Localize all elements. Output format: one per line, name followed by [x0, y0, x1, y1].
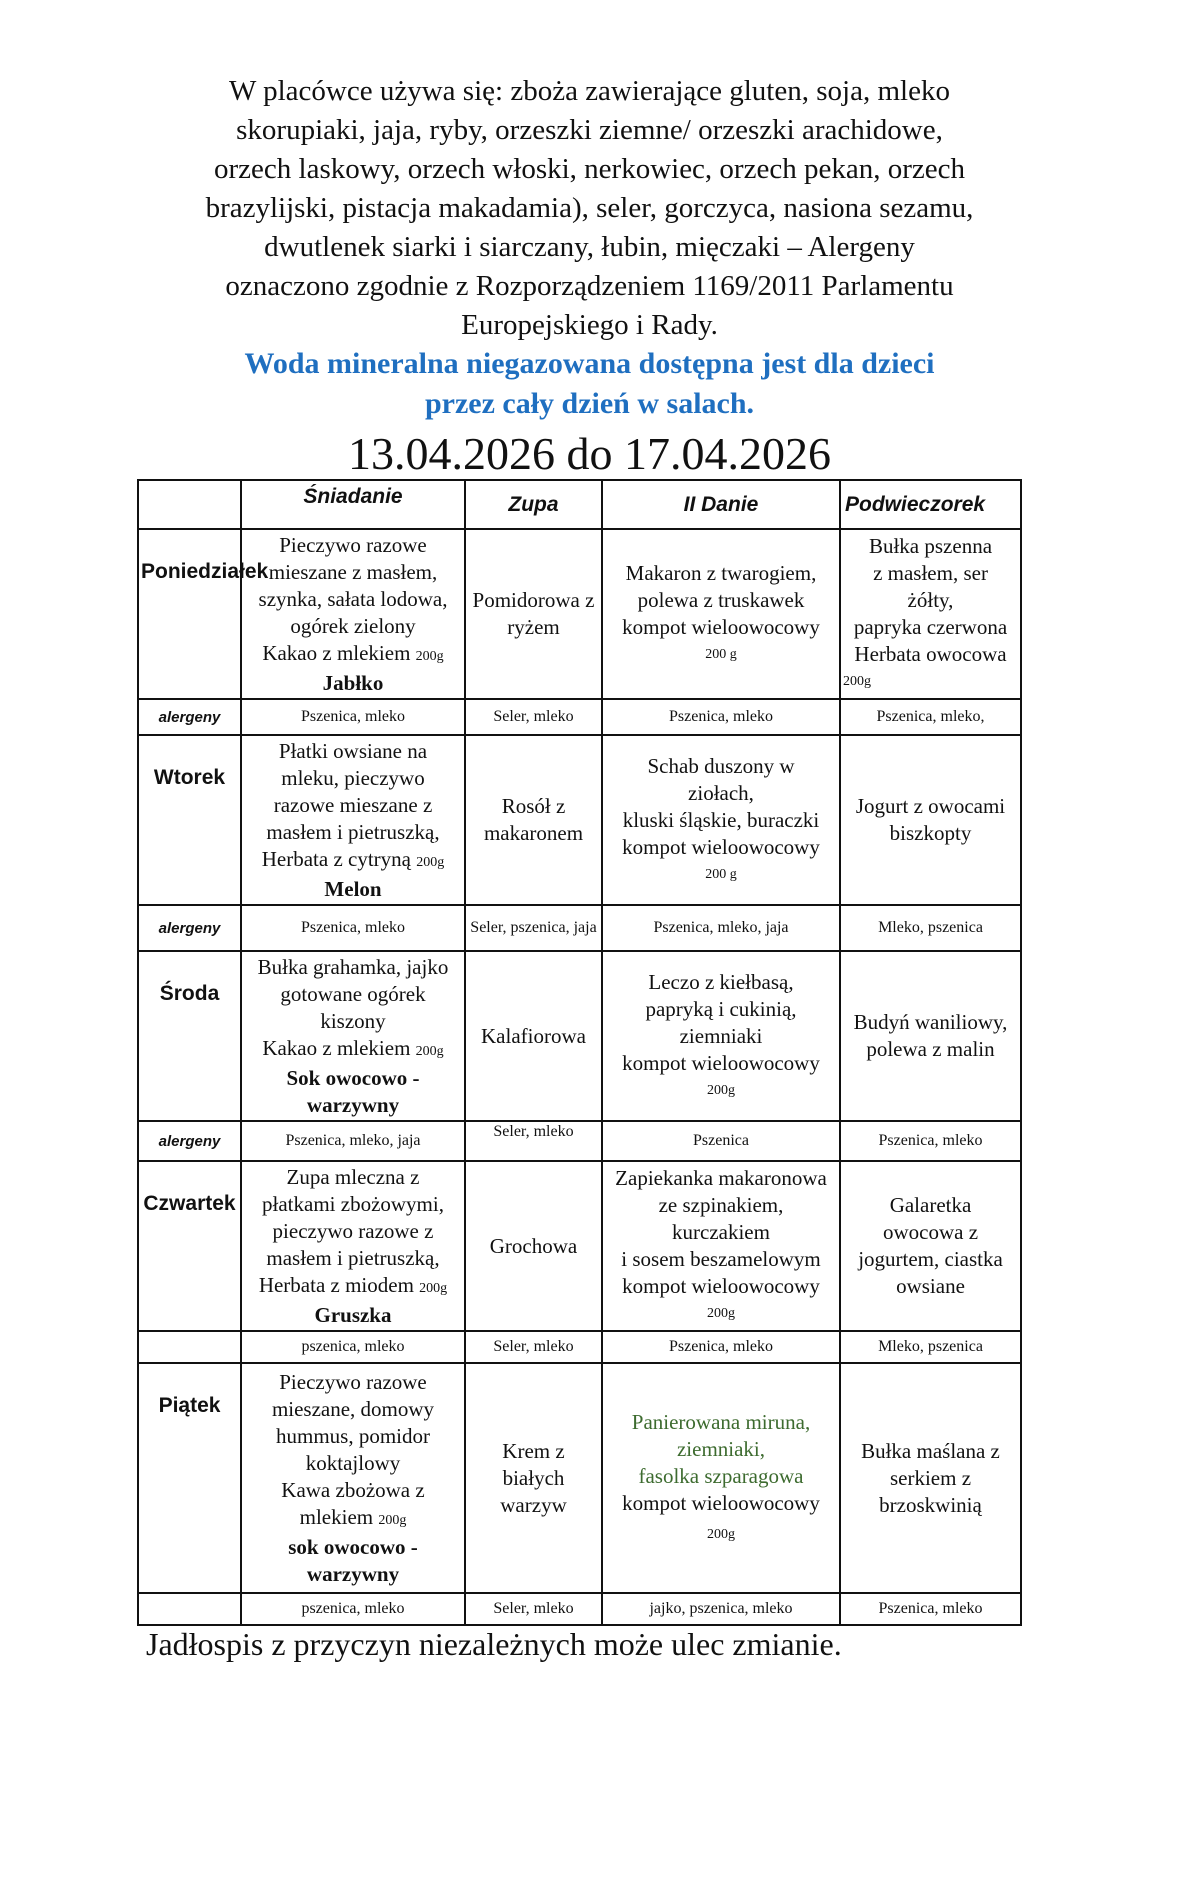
snack-line: jogurtem, ciastka — [858, 1247, 1003, 1271]
breakfast-drink-qty: 200g — [419, 1280, 448, 1296]
intro-line: brazylijski, pistacja makadamia), seler, gorczyca, nasiona sezamu, — [205, 192, 974, 224]
allergen-snack: Mleko, pszenica — [840, 1331, 1021, 1363]
breakfast-line: Pieczywo razowe — [279, 1369, 427, 1394]
main-line: ziemniaki — [679, 1023, 763, 1048]
breakfast-drink-qty: 200g — [378, 1512, 407, 1528]
breakfast-drink: Kakao z mlekiem — [262, 640, 411, 665]
breakfast-line: Kawa zbożowa z — [281, 1477, 425, 1502]
allergen-breakfast: Pszenica, mleko, jaja — [241, 1121, 465, 1161]
allergen-main: Pszenica, mleko — [602, 699, 840, 735]
allergen-soup: Seler, mleko — [465, 699, 602, 735]
breakfast-fruit: Gruszka — [314, 1302, 392, 1327]
header-soup: Zupa — [465, 480, 602, 529]
note-line: przez cały dzień w salach. — [424, 387, 755, 420]
breakfast-line: Płatki owsiane na — [278, 738, 428, 763]
main-line: kluski śląskie, buraczki — [622, 807, 820, 832]
allergen-row — [138, 905, 1021, 951]
day-name: Środa — [138, 951, 241, 1121]
header-breakfast: Śniadanie — [241, 480, 465, 529]
snack-line: owocowa z — [882, 1220, 979, 1244]
breakfast-drink-line — [244, 1272, 462, 1302]
snack-line: Budyń waniliowy, — [853, 1010, 1008, 1034]
allergen-soup: Seler, mleko — [465, 1121, 602, 1161]
soup-line: warzyw — [500, 1492, 567, 1517]
breakfast-line: Zupa mleczna z — [286, 1164, 420, 1189]
main-cell — [602, 951, 840, 1121]
breakfast-line: pieczywo razowe z — [272, 1218, 434, 1243]
breakfast-fruit: sok owocowo - — [288, 1534, 418, 1559]
snack-line: Bułka maślana z — [861, 1438, 1000, 1463]
day-name: Piątek — [138, 1363, 241, 1593]
main-line: polewa z truskawek — [637, 588, 805, 612]
allergen-main: jajko, pszenica, mleko — [602, 1593, 840, 1625]
breakfast-line: gotowane ogórek — [280, 981, 426, 1006]
main-line: i sosem beszamelowym — [621, 1247, 821, 1271]
soup-cell — [465, 1161, 602, 1331]
main-line-green: ziemniaki, — [676, 1436, 766, 1461]
main-line: ze szpinakiem, — [658, 1193, 784, 1217]
breakfast-line: hummus, pomidor — [275, 1423, 430, 1448]
allergen-snack: Pszenica, mleko, — [840, 699, 1021, 735]
snack-line: Galaretka — [889, 1193, 972, 1217]
snack-line: Bułka pszenna — [868, 534, 993, 558]
breakfast-cell — [241, 529, 465, 699]
allergen-main: Pszenica, mleko, jaja — [602, 905, 840, 951]
main-line: kurczakiem — [672, 1220, 770, 1244]
allergen-breakfast: pszenica, mleko — [241, 1593, 465, 1625]
breakfast-drink-line — [244, 846, 462, 876]
breakfast-fruit: warzywny — [306, 1092, 400, 1117]
note-line: Woda mineralna niegazowana dostępna jest dla dzieci — [244, 347, 935, 380]
allergen-intro — [130, 72, 1049, 345]
breakfast-line: mieszane z masłem, — [268, 559, 438, 584]
intro-line: skorupiaki, jaja, ryby, orzeszki ziemne/ orzeszki arachidowe, — [236, 114, 943, 146]
breakfast-line: szynka, sałata lodowa, — [258, 586, 448, 611]
water-note — [130, 344, 1049, 424]
allergen-main: Pszenica — [602, 1121, 840, 1161]
soup-line: białych — [502, 1465, 565, 1490]
breakfast-line: Pieczywo razowe — [279, 532, 427, 557]
snack-line: owsiane — [896, 1274, 965, 1298]
menu-table — [137, 479, 1022, 1626]
snack-cell — [840, 529, 1021, 699]
snack-line: z masłem, ser — [873, 561, 988, 585]
main-cell — [602, 529, 840, 699]
main-line: kompot wieloowocowy — [622, 1490, 820, 1515]
soup-cell — [465, 735, 602, 905]
allergen-row — [138, 699, 1021, 735]
header-main: II Danie — [602, 480, 840, 529]
main-line: papryką i cukinią, — [645, 996, 797, 1021]
breakfast-fruit: Sok owocowo - — [286, 1065, 420, 1090]
day-row — [138, 951, 1021, 1121]
day-row — [138, 1161, 1021, 1331]
breakfast-line: ogórek zielony — [290, 613, 416, 638]
allergen-row — [138, 1331, 1021, 1363]
soup-line: makaronem — [483, 821, 584, 845]
allergen-soup: Seler, mleko — [465, 1593, 602, 1625]
snack-line: polewa z malin — [866, 1037, 995, 1061]
snack-line: żółty, — [907, 588, 954, 612]
main-line: Leczo z kiełbasą, — [648, 969, 794, 994]
snack-cell — [840, 1363, 1021, 1593]
day-row — [138, 529, 1021, 699]
breakfast-drink: Herbata z miodem — [258, 1272, 414, 1297]
snack-cell — [840, 1161, 1021, 1331]
allergen-snack: Mleko, pszenica — [840, 905, 1021, 951]
breakfast-line: masłem i pietruszką, — [266, 819, 440, 844]
footer-note: Jadłospis z przyczyn niezależnych może ulec zmianie. — [146, 1626, 842, 1662]
intro-line: dwutlenek siarki i siarczany, łubin, mięczaki – Alergeny — [264, 231, 915, 263]
soup-line: Grochowa — [489, 1233, 578, 1258]
main-qty: 200 g — [705, 866, 737, 882]
day-name: Czwartek — [138, 1161, 241, 1331]
breakfast-drink-qty: 200g — [416, 854, 445, 870]
breakfast-drink: Herbata z cytryną — [261, 846, 411, 871]
soup-cell — [465, 951, 602, 1121]
breakfast-fruit: Jabłko — [322, 670, 384, 695]
allergen-soup: Seler, pszenica, jaja — [465, 905, 602, 951]
intro-line: Europejskiego i Rady. — [461, 309, 718, 341]
header-snack: Podwieczorek — [840, 480, 1021, 529]
breakfast-drink-line — [244, 1504, 462, 1534]
day-name: Wtorek — [138, 735, 241, 905]
soup-line: Kalafiorowa — [481, 1023, 586, 1048]
allergen-label: alergeny — [138, 1121, 241, 1161]
allergen-label — [138, 1331, 241, 1363]
main-cell — [602, 735, 840, 905]
main-line: kompot wieloowocowy — [622, 834, 820, 859]
day-name: Poniedziałek — [138, 529, 241, 699]
breakfast-drink: Kakao z mlekiem — [262, 1035, 411, 1060]
breakfast-fruit: warzywny — [306, 1561, 400, 1586]
snack-qty: 200g — [843, 674, 871, 689]
snack-cell — [840, 951, 1021, 1121]
soup-line: Rosół z — [501, 794, 566, 818]
allergen-snack: Pszenica, mleko — [840, 1593, 1021, 1625]
allergen-main: Pszenica, mleko — [602, 1331, 840, 1363]
main-cell — [602, 1363, 840, 1593]
allergen-breakfast: pszenica, mleko — [241, 1331, 465, 1363]
allergen-row — [138, 1593, 1021, 1625]
main-line: Zapiekanka makaronowa — [615, 1166, 827, 1190]
allergen-snack: Pszenica, mleko — [840, 1121, 1021, 1161]
main-qty: 200g — [707, 1306, 735, 1321]
allergen-label — [138, 1593, 241, 1625]
day-row — [138, 1363, 1021, 1593]
breakfast-cell — [241, 735, 465, 905]
breakfast-drink-line — [244, 1035, 462, 1065]
main-line: kompot wieloowocowy — [622, 615, 820, 639]
soup-cell — [465, 529, 602, 699]
breakfast-drink-line — [244, 640, 462, 670]
day-row — [138, 735, 1021, 905]
breakfast-line: kiszony — [320, 1008, 386, 1033]
breakfast-line: mieszane, domowy — [271, 1396, 435, 1421]
header-day — [138, 480, 241, 529]
soup-line: Krem z — [502, 1438, 565, 1463]
breakfast-drink-qty: 200g — [415, 1043, 444, 1059]
soup-cell — [465, 1363, 602, 1593]
snack-line: biszkopty — [889, 821, 972, 845]
breakfast-cell — [241, 951, 465, 1121]
intro-line: orzech laskowy, orzech włoski, nerkowiec, orzech pekan, orzech — [214, 153, 965, 185]
breakfast-cell — [241, 1363, 465, 1593]
main-line-green: Panierowana miruna, — [631, 1409, 811, 1434]
breakfast-cell — [241, 1161, 465, 1331]
main-qty: 200g — [707, 1082, 735, 1098]
main-line-green: fasolka szparagowa — [638, 1463, 804, 1488]
allergen-label: alergeny — [138, 905, 241, 951]
breakfast-line: koktajlowy — [305, 1450, 401, 1475]
intro-line: oznaczono zgodnie z Rozporządzeniem 1169/2011 Parlamentu — [225, 270, 954, 302]
header-row — [138, 480, 1021, 529]
allergen-row — [138, 1121, 1021, 1161]
breakfast-line: Bułka grahamka, jajko — [257, 954, 449, 979]
snack-line: papryka czerwona — [853, 615, 1008, 639]
snack-line: Jogurt z owocami — [855, 794, 1006, 818]
allergen-soup: Seler, mleko — [465, 1331, 602, 1363]
main-cell — [602, 1161, 840, 1331]
date-range: 13.04.2026 do 17.04.2026 — [348, 428, 831, 479]
intro-line: W placówce używa się: zboża zawierające gluten, soja, mleko — [229, 75, 950, 107]
main-qty: 200 g — [705, 647, 737, 662]
breakfast-line: razowe mieszane z — [273, 792, 433, 817]
snack-line: Herbata owocowa — [854, 642, 1007, 666]
breakfast-drink: mlekiem — [299, 1504, 374, 1529]
breakfast-fruit: Melon — [324, 876, 382, 901]
soup-line: ryżem — [507, 615, 560, 639]
main-line: kompot wieloowocowy — [622, 1274, 820, 1298]
snack-line: serkiem z — [889, 1465, 972, 1490]
allergen-breakfast: Pszenica, mleko — [241, 699, 465, 735]
snack-cell — [840, 735, 1021, 905]
soup-line: Pomidorowa z — [472, 588, 595, 612]
allergen-breakfast: Pszenica, mleko — [241, 905, 465, 951]
snack-line: brzoskwinią — [879, 1492, 982, 1517]
main-line: ziołach, — [688, 780, 754, 805]
main-line: Makaron z twarogiem, — [625, 561, 817, 585]
breakfast-line: płatkami zbożowymi, — [262, 1191, 444, 1216]
main-qty: 200g — [707, 1526, 735, 1542]
allergen-label: alergeny — [138, 699, 241, 735]
breakfast-drink-qty: 200g — [415, 648, 444, 664]
breakfast-line: mleku, pieczywo — [281, 765, 425, 790]
main-line: Schab duszony w — [647, 753, 795, 778]
main-line: kompot wieloowocowy — [622, 1050, 820, 1075]
breakfast-line: masłem i pietruszką, — [266, 1245, 440, 1270]
